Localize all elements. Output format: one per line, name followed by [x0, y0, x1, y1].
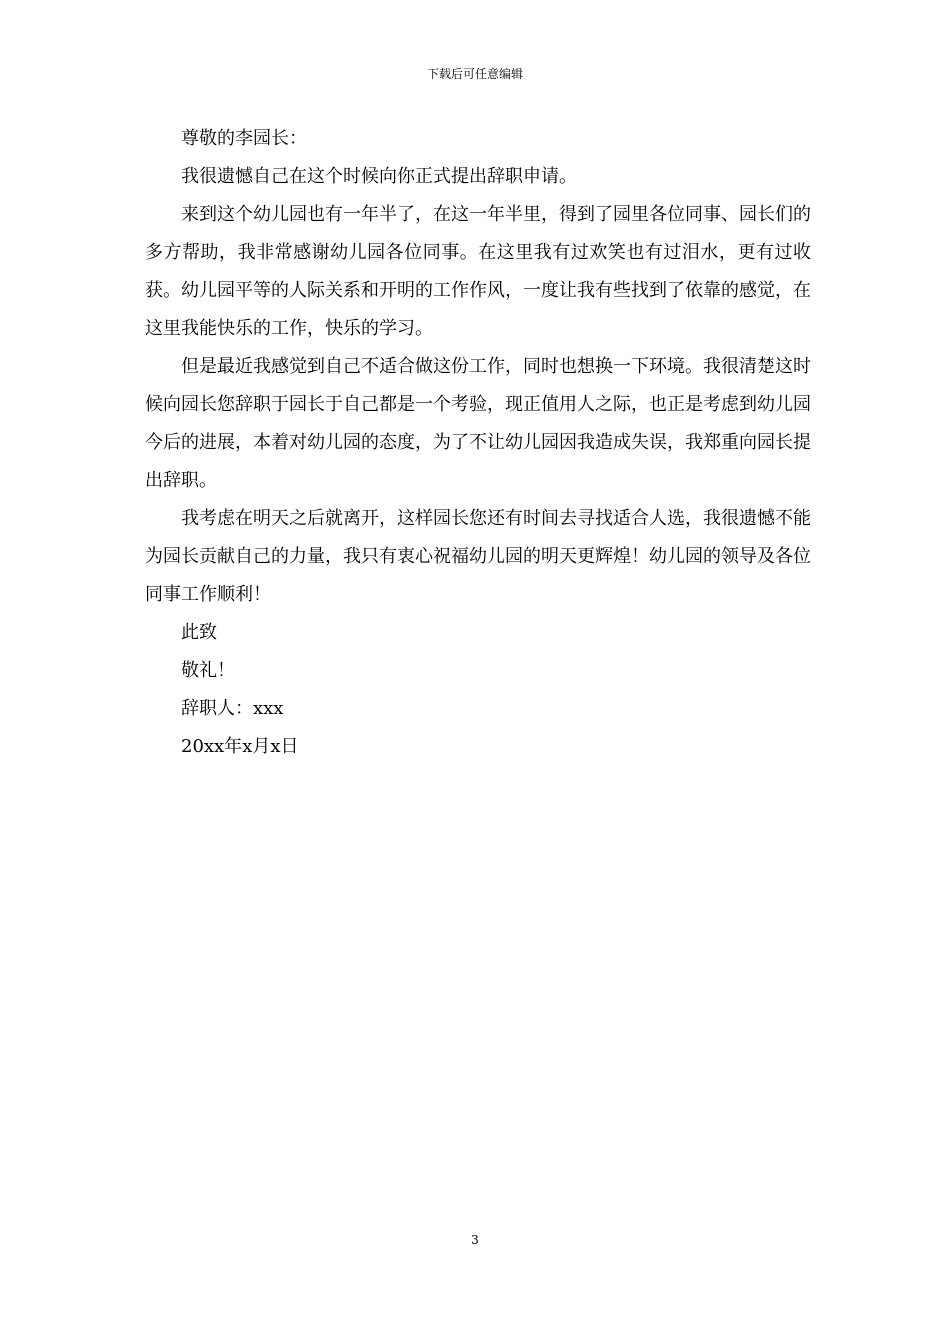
page-number: 3	[471, 1233, 479, 1247]
salutation: 尊敬的李园长：	[181, 128, 307, 149]
closing-line-1: 此致	[181, 622, 217, 643]
signature: 辞职人：xxx	[181, 698, 284, 719]
paragraph-1: 我很遗憾自己在这个时候向你正式提出辞职申请。	[181, 166, 577, 187]
letter-date: 20xx年x月x日	[181, 736, 299, 757]
paragraph-4: 我考虑在明天之后就离开，这样园长您还有时间去寻找适合人选，我很遗憾不能为园长贡献自己的力量，我只有衷心祝福幼儿园的明天更辉煌！幼儿园的领导及各位同事工作顺利！	[145, 508, 811, 605]
page-header-note: 下载后可任意编辑	[426, 67, 523, 81]
paragraph-2: 来到这个幼儿园也有一年半了，在这一年半里，得到了园里各位同事、园长们的多方帮助，我非常感谢幼儿园各位同事。在这里我有过欢笑也有过泪水，更有过收获。幼儿园平等的人际关系和开明的工作作风，一度让我有些找到了依靠的感觉，在这里我能快乐的工作，快乐的学习。	[145, 204, 811, 339]
paragraph-3: 但是最近我感觉到自己不适合做这份工作，同时也想换一下环境。我很清楚这时候向园长您辞职于园长于自己都是一个考验，现正值用人之际，也正是考虑到幼儿园今后的进展，本着对幼儿园的态度，为了不让幼儿园因我造成失误，我郑重向园长提出辞职。	[145, 356, 811, 491]
letter-body	[145, 120, 811, 766]
closing-line-2: 敬礼！	[181, 660, 235, 681]
